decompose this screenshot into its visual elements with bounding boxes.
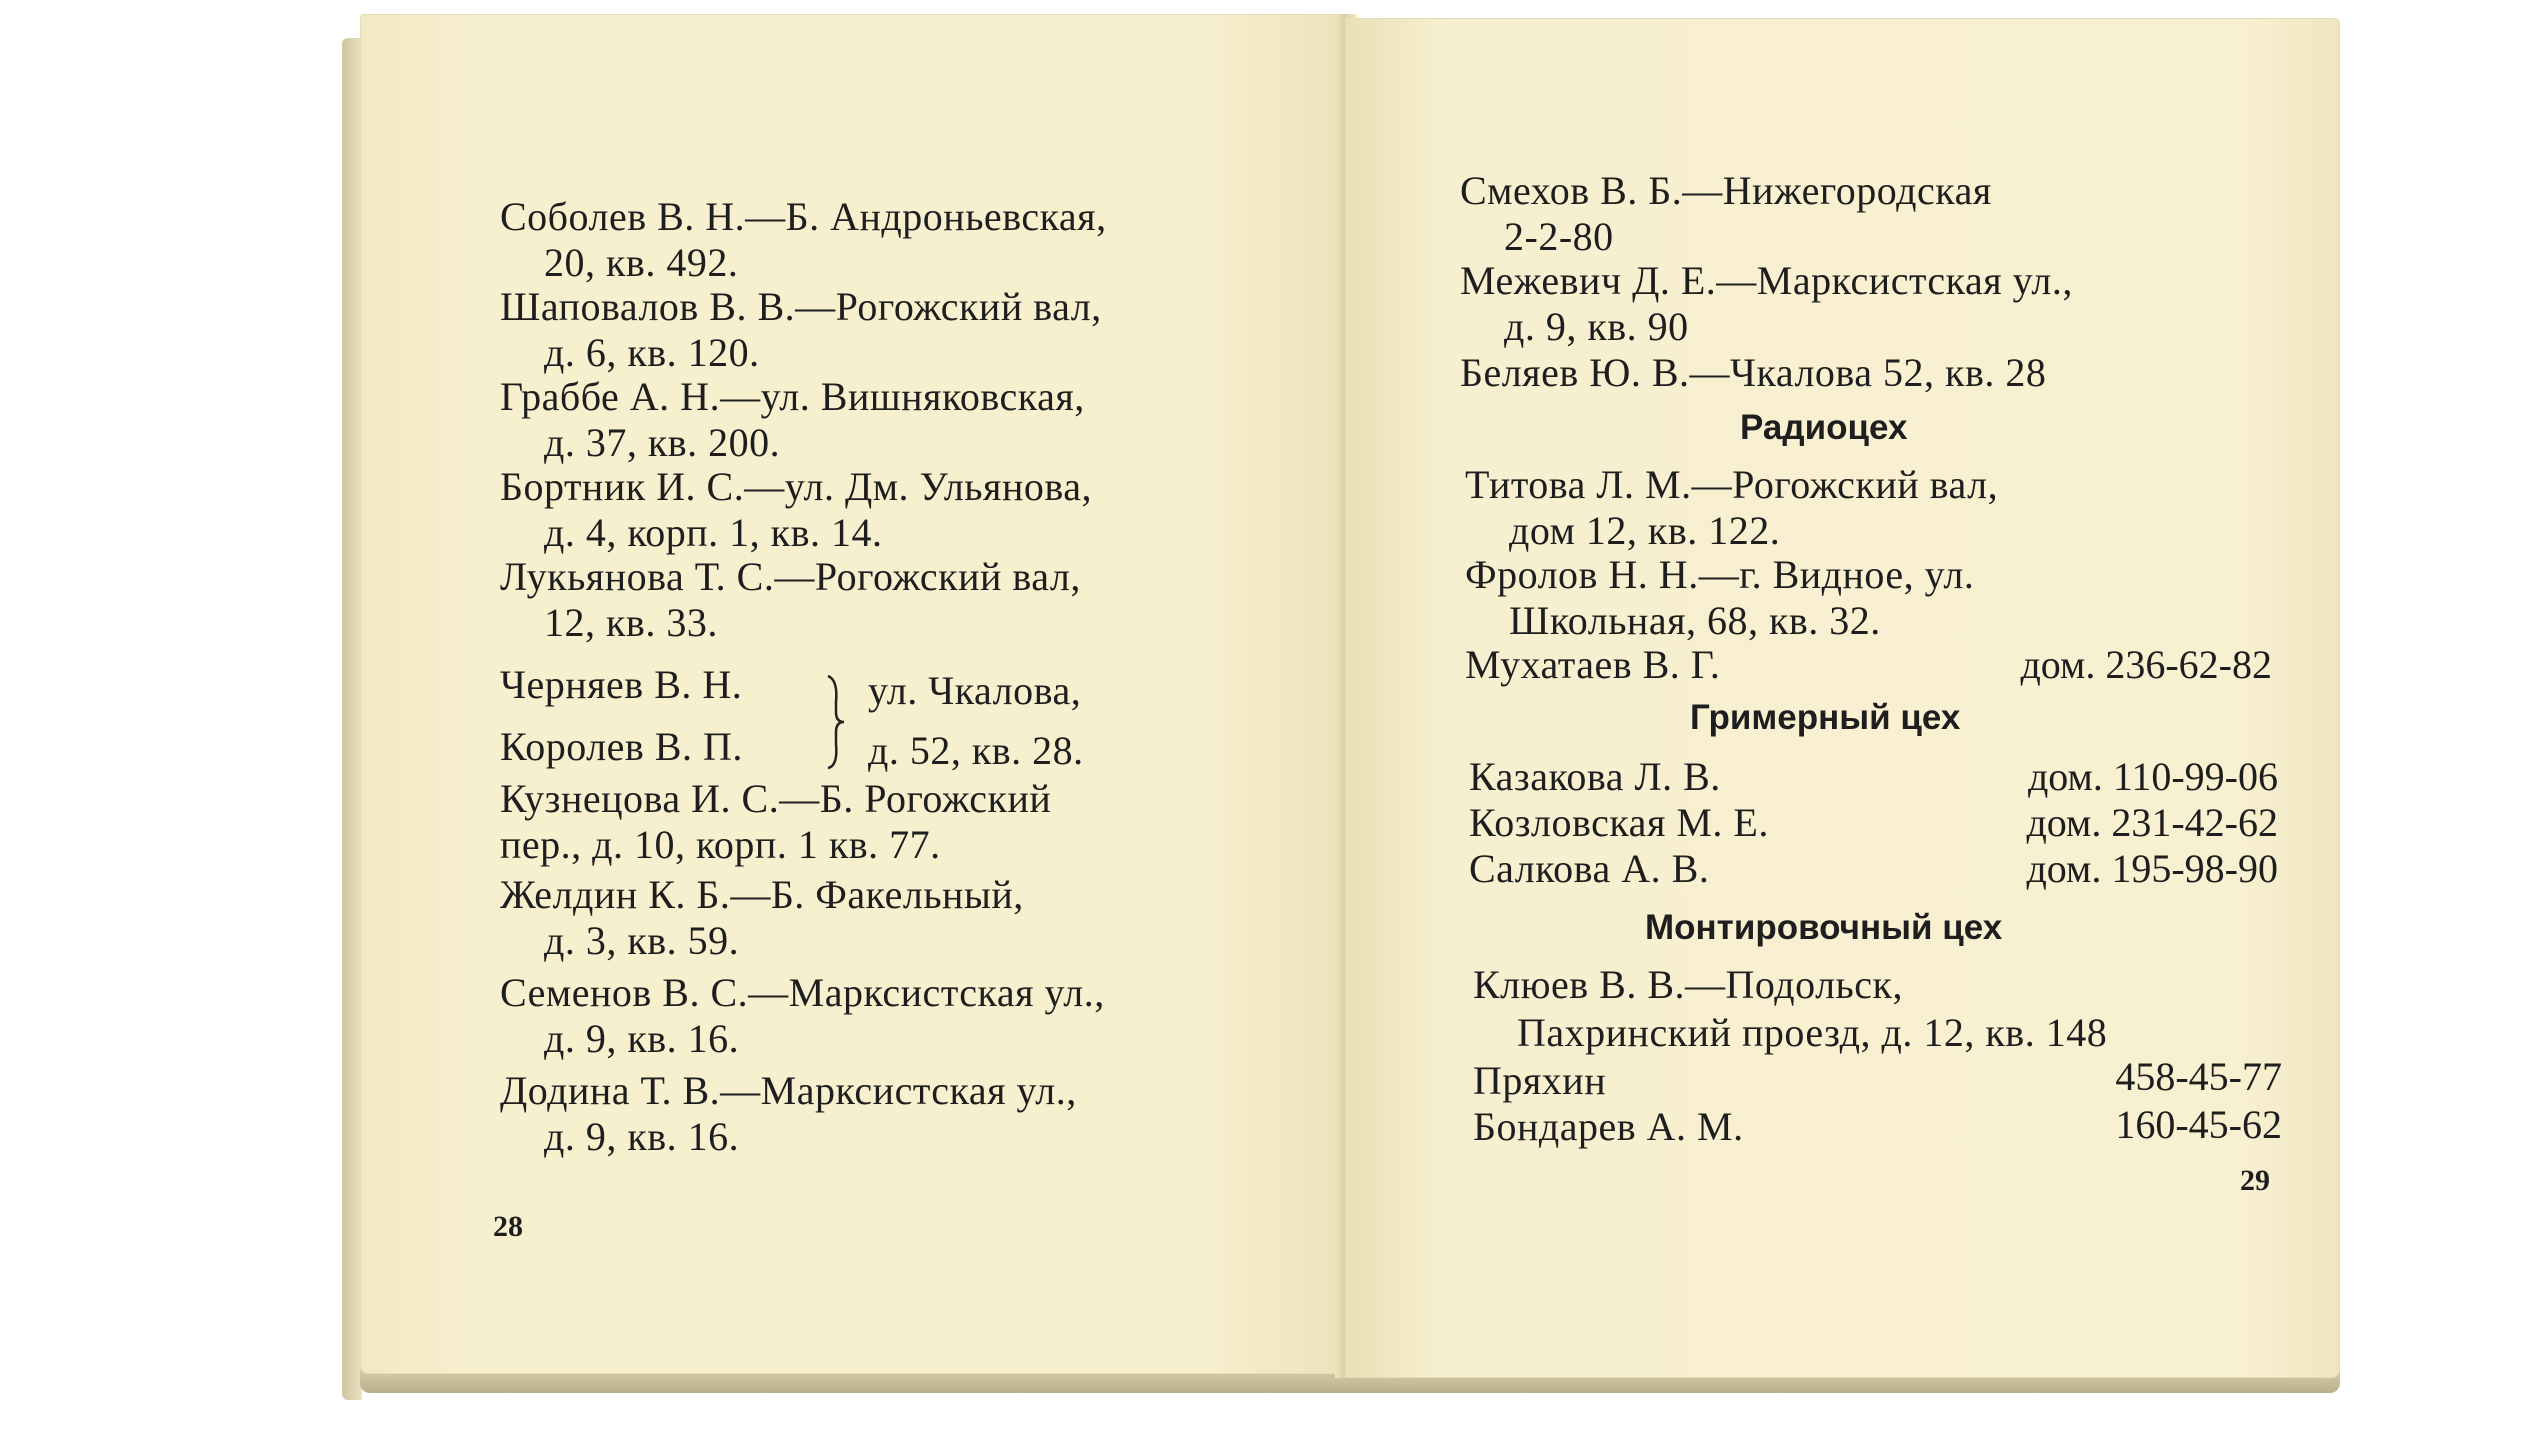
entry-line: дом 12, кв. 122. xyxy=(1509,508,1781,553)
left-page xyxy=(360,14,1345,1374)
entry-line: Семенов В. С.—Марксистская ул., xyxy=(500,970,1105,1015)
brace-icon xyxy=(822,672,852,772)
entry-line: д. 37, кв. 200. xyxy=(544,420,781,465)
phone-name: Пряхин xyxy=(1473,1058,1607,1103)
right-page xyxy=(1345,18,2340,1378)
entry-line: Граббе А. Н.—ул. Вишняковская, xyxy=(500,374,1085,419)
entry-line: Титова Л. М.—Рогожский вал, xyxy=(1465,462,1999,507)
entry-line: Смехов В. Б.—Нижегородская xyxy=(1460,168,1992,213)
entry-line: Бортник И. С.—ул. Дм. Ульянова, xyxy=(500,464,1092,509)
phone-number: дом. 231-42-62 xyxy=(2026,800,2278,845)
grouped-address: ул. Чкалова, xyxy=(868,668,1082,713)
section-heading: Радиоцех xyxy=(1740,408,1908,447)
page-number: 29 xyxy=(2240,1164,2270,1197)
entry-line: д. 9, кв. 16. xyxy=(544,1016,740,1061)
entry-line: д. 6, кв. 120. xyxy=(544,330,760,375)
entry-line: Фролов Н. Н.—г. Видное, ул. xyxy=(1465,552,1975,597)
phone-name: Мухатаев В. Г. xyxy=(1465,642,1721,687)
entry-line: д. 9, кв. 16. xyxy=(544,1114,740,1159)
booklet-edge-left xyxy=(342,38,362,1400)
entry-line: Школьная, 68, кв. 32. xyxy=(1509,598,1881,643)
phone-number: дом. 236-62-82 xyxy=(2020,642,2272,687)
grouped-name: Королев В. П. xyxy=(500,724,743,769)
entry-line: Межевич Д. Е.—Марксистская ул., xyxy=(1460,258,2073,303)
phone-name: Бондарев А. М. xyxy=(1473,1104,1744,1149)
phone-number: 160-45-62 xyxy=(2115,1102,2282,1147)
phone-name: Козловская М. Е. xyxy=(1469,800,1769,845)
section-heading: Монтировочный цех xyxy=(1645,908,2003,947)
entry-line: Беляев Ю. В.—Чкалова 52, кв. 28 xyxy=(1460,350,2047,395)
phone-number: 458-45-77 xyxy=(2115,1054,2282,1099)
entry-line: Кузнецова И. С.—Б. Рогожский xyxy=(500,776,1052,821)
entry-line: 12, кв. 33. xyxy=(544,600,718,645)
phone-number: дом. 195-98-90 xyxy=(2026,846,2278,891)
entry-line: пер., д. 10, корп. 1 кв. 77. xyxy=(500,822,941,867)
entry-line: д. 3, кв. 59. xyxy=(544,918,740,963)
entry-line: Соболев В. Н.—Б. Андроньевская, xyxy=(500,194,1107,239)
phone-name: Салкова А. В. xyxy=(1469,846,1710,891)
entry-line: Лукьянова Т. С.—Рогожский вал, xyxy=(500,554,1081,599)
phone-name: Казакова Л. В. xyxy=(1469,754,1721,799)
entry-line: Клюев В. В.—Подольск, xyxy=(1473,962,1903,1007)
phone-number: дом. 110-99-06 xyxy=(2027,754,2278,799)
grouped-address: д. 52, кв. 28. xyxy=(868,728,1084,773)
entry-line: 20, кв. 492. xyxy=(544,240,739,285)
entry-line: Шаповалов В. В.—Рогожский вал, xyxy=(500,284,1102,329)
entry-line: д. 9, кв. 90 xyxy=(1504,304,1689,349)
grouped-name: Черняев В. Н. xyxy=(500,662,743,707)
section-heading: Гримерный цех xyxy=(1690,698,1961,737)
entry-line: Пахринский проезд, д. 12, кв. 148 xyxy=(1517,1010,2108,1055)
entry-line: Желдин К. Б.—Б. Факельный, xyxy=(500,872,1024,917)
entry-line: 2-2-80 xyxy=(1504,214,1614,259)
entry-line: Додина Т. В.—Марксистская ул., xyxy=(500,1068,1077,1113)
entry-line: д. 4, корп. 1, кв. 14. xyxy=(544,510,883,555)
page-number: 28 xyxy=(493,1210,523,1243)
